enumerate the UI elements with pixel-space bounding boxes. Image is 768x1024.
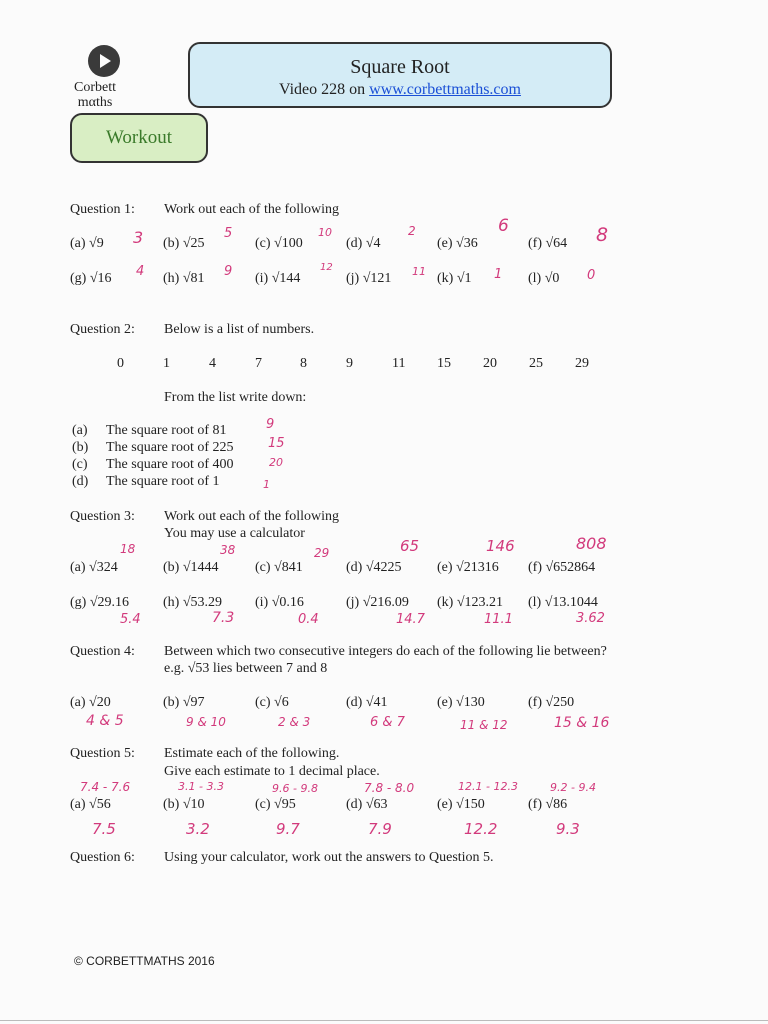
q5-a-answer: 7.5 (92, 820, 116, 838)
q1-label: Question 1: (70, 202, 135, 217)
q2-instruction: Below is a list of numbers. (164, 322, 315, 337)
q3-e-answer: 146 (486, 537, 515, 555)
q2-number: 11 (392, 356, 406, 371)
copyright-footer: © CORBETTMATHS 2016 (74, 954, 215, 968)
q2-number: 25 (529, 356, 543, 371)
q4-e: (e) √130 (437, 695, 485, 710)
q3-d: (d) √4225 (346, 560, 402, 575)
q3-instruction-2: You may use a calculator (164, 526, 305, 541)
q2-c-text: The square root of 400 (106, 457, 234, 472)
q3-k-answer: 11.1 (484, 612, 513, 627)
q3-j-answer: 14.7 (396, 612, 425, 627)
q1-h: (h) √81 (163, 271, 205, 286)
q4-label: Question 4: (70, 644, 135, 659)
q1-i: (i) √144 (255, 271, 301, 286)
q4-d-answer: 6 & 7 (370, 715, 405, 730)
q4-b-answer: 9 & 10 (186, 715, 226, 729)
q2-b-label: (b) (72, 440, 89, 455)
q2-c-label: (c) (72, 457, 88, 472)
q1-b-answer: 5 (224, 226, 233, 241)
q5-f-answer: 9.3 (556, 820, 580, 838)
q6-instruction: Using your calculator, work out the answers to Question 5. (164, 850, 494, 865)
q4-b: (b) √97 (163, 695, 205, 710)
q2-number: 8 (300, 356, 307, 371)
q1-l: (l) √0 (528, 271, 560, 286)
q5-a: (a) √56 (70, 797, 111, 812)
page-title: Square Root (350, 56, 450, 78)
q4-d: (d) √41 (346, 695, 388, 710)
q1-i-answer: 12 (320, 262, 333, 273)
q5-b-answer: 3.2 (186, 820, 210, 838)
q1-l-answer: 0 (587, 268, 596, 283)
q1-c-answer: 10 (318, 226, 332, 239)
q3-i: (i) √0.16 (255, 595, 304, 610)
q2-number: 4 (209, 356, 216, 371)
q4-c-answer: 2 & 3 (278, 715, 311, 729)
q3-i-answer: 0.4 (298, 612, 319, 627)
q3-g-answer: 5.4 (120, 612, 141, 627)
q1-j: (j) √121 (346, 271, 392, 286)
q1-g-answer: 4 (136, 264, 145, 279)
q3-g: (g) √29.16 (70, 595, 130, 610)
q2-d-text: The square root of 1 (106, 474, 220, 489)
q2-c-answer: 20 (269, 456, 283, 469)
workout-badge: Workout (70, 113, 208, 163)
q5-a-range: 7.4 - 7.6 (80, 780, 131, 794)
q3-c: (c) √841 (255, 560, 303, 575)
q2-a-label: (a) (72, 423, 88, 438)
q3-b: (b) √1444 (163, 560, 219, 575)
q4-c: (c) √6 (255, 695, 289, 710)
q3-f-answer: 808 (576, 534, 607, 553)
q5-d: (d) √63 (346, 797, 388, 812)
q5-f: (f) √86 (528, 797, 568, 812)
q5-c-range: 9.6 - 9.8 (272, 782, 318, 795)
q2-label: Question 2: (70, 322, 135, 337)
q2-number: 15 (437, 356, 451, 371)
website-link[interactable]: www.corbettmaths.com (369, 81, 521, 98)
q1-d-answer: 2 (408, 224, 416, 238)
q2-b-answer: 15 (268, 436, 285, 451)
q1-a: (a) √9 (70, 236, 104, 251)
q2-a-answer: 9 (266, 417, 275, 432)
q5-e: (e) √150 (437, 797, 485, 812)
q5-instruction: Estimate each of the following. (164, 746, 340, 761)
q1-e: (e) √36 (437, 236, 478, 251)
q3-l: (l) √13.1044 (528, 595, 598, 610)
q3-j: (j) √216.09 (346, 595, 409, 610)
q3-h: (h) √53.29 (163, 595, 223, 610)
q5-instruction-2: Give each estimate to 1 decimal place. (164, 764, 380, 779)
q3-c-answer: 29 (314, 546, 330, 560)
q1-c: (c) √100 (255, 236, 303, 251)
title-box (188, 42, 612, 108)
logo-line-2: mαths (77, 95, 113, 110)
q2-a-text: The square root of 81 (106, 423, 227, 438)
q5-b-range: 3.1 - 3.3 (178, 780, 224, 793)
q1-f: (f) √64 (528, 236, 568, 251)
q4-f-answer: 15 & 16 (554, 715, 610, 731)
q5-e-range: 12.1 - 12.3 (458, 780, 518, 793)
q1-instruction: Work out each of the following (164, 202, 339, 217)
page-edge-divider (0, 1020, 768, 1021)
logo-text (74, 80, 116, 110)
q3-a-answer: 18 (120, 542, 136, 556)
subtitle (190, 81, 610, 99)
q3-l-answer: 3.62 (576, 611, 605, 626)
q5-label: Question 5: (70, 746, 135, 761)
q3-f: (f) √652864 (528, 560, 596, 575)
q2-sub-instruction: From the list write down: (164, 390, 307, 405)
q1-k-answer: 1 (494, 267, 503, 282)
q1-b: (b) √25 (163, 236, 205, 251)
q5-d-range: 7.8 - 8.0 (364, 781, 415, 795)
q4-a: (a) √20 (70, 695, 111, 710)
q1-k: (k) √1 (437, 271, 472, 286)
q5-d-answer: 7.9 (368, 820, 392, 838)
q5-e-answer: 12.2 (464, 820, 498, 838)
q2-number: 7 (255, 356, 262, 371)
q1-g: (g) √16 (70, 271, 112, 286)
q1-h-answer: 9 (224, 264, 233, 279)
q1-a-answer: 3 (133, 228, 144, 247)
q2-number: 29 (575, 356, 589, 371)
q3-d-answer: 65 (400, 537, 420, 555)
q3-a: (a) √324 (70, 560, 118, 575)
q2-b-text: The square root of 225 (106, 440, 234, 455)
q2-number: 1 (163, 356, 170, 371)
q5-c-answer: 9.7 (276, 820, 300, 838)
q2-d-answer: 1 (263, 478, 270, 491)
q5-b: (b) √10 (163, 797, 205, 812)
q3-instruction: Work out each of the following (164, 509, 339, 524)
q3-k: (k) √123.21 (437, 595, 504, 610)
q6-label: Question 6: (70, 850, 135, 865)
q1-d: (d) √4 (346, 236, 381, 251)
q1-j-answer: 11 (412, 265, 426, 278)
q2-number: 20 (483, 356, 497, 371)
q4-f: (f) √250 (528, 695, 575, 710)
q3-b-answer: 38 (220, 543, 236, 557)
q1-f-answer: 8 (596, 224, 609, 246)
q2-number: 0 (117, 356, 124, 371)
q5-f-range: 9.2 - 9.4 (550, 781, 596, 794)
q2-d-label: (d) (72, 474, 89, 489)
q1-e-answer: 6 (498, 216, 509, 236)
q4-instruction: Between which two consecutive integers do each of the following lie between? (164, 644, 607, 659)
q3-e: (e) √21316 (437, 560, 499, 575)
logo-line-1: Corbett (74, 80, 116, 95)
q3-label: Question 3: (70, 509, 135, 524)
q4-a-answer: 4 & 5 (86, 713, 124, 729)
subtitle-prefix: Video 228 on (279, 81, 370, 98)
q4-example: e.g. √53 lies between 7 and 8 (164, 661, 328, 676)
corbett-logo-icon (88, 45, 120, 77)
q2-number: 9 (346, 356, 353, 371)
q5-c: (c) √95 (255, 797, 296, 812)
q4-e-answer: 11 & 12 (460, 718, 508, 732)
q3-h-answer: 7.3 (212, 610, 235, 626)
